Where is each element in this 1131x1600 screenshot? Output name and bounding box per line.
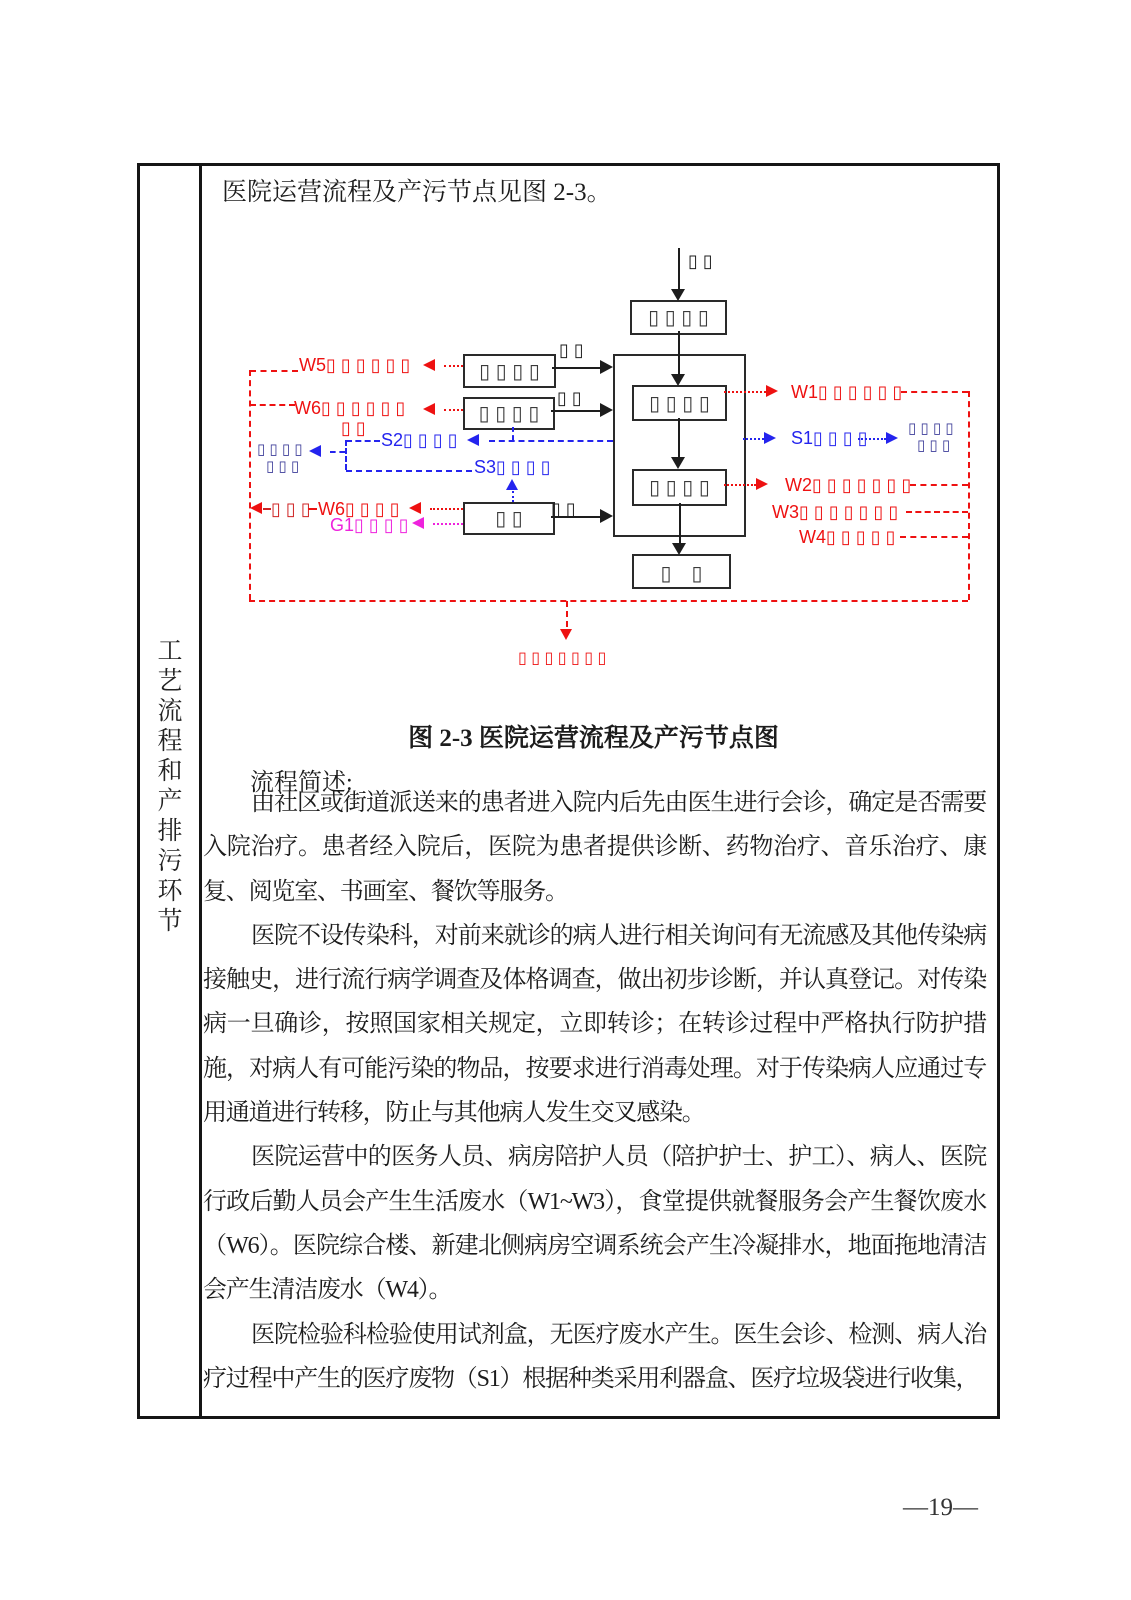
dept2-node-box: ▯ ▯ ▯ ▯: [632, 469, 727, 506]
w2-label: W2▯ ▯ ▯ ▯ ▯ ▯ ▯: [785, 475, 912, 495]
w5-label: W5▯ ▯ ▯ ▯ ▯ ▯: [299, 355, 411, 375]
entry-node-box: ▯ ▯ ▯ ▯: [630, 300, 727, 335]
s3-label: S3▯ ▯ ▯ ▯: [474, 457, 551, 477]
support2-flow-label: ▯ ▯: [557, 388, 582, 408]
body-text: [203, 781, 986, 1401]
support1-node-box: ▯ ▯ ▯ ▯: [463, 354, 556, 388]
table-column-divider: [199, 163, 202, 1416]
canteen-flow-label: ▯ ▯: [551, 499, 576, 519]
w4-label: W4▯ ▯ ▯ ▯ ▯: [799, 527, 896, 547]
waste-store-left-line1: ▯ ▯ ▯ ▯: [257, 441, 303, 458]
paragraph-3: 医院运营中的医务人员、病房陪护人员（陪护护士、护工）、病人、医院行政后勤人员会产生生活废水（W1~W3），食堂提供就餐服务会产生餐饮废水（W6）。医院综合楼、新建北侧病房空调系统会产生冷凝排水，地面拖地清洁会产生清洁废水（W4）。: [203, 1144, 986, 1304]
w6-label: W6▯ ▯ ▯ ▯ ▯ ▯: [294, 398, 406, 418]
s1-label: S1▯ ▯ ▯ ▯: [791, 428, 868, 448]
waste-store-left-line2: ▯ ▯ ▯: [266, 458, 300, 475]
section-label: 流程简述:: [250, 770, 353, 796]
support2-node-box: ▯ ▯ ▯ ▯: [463, 397, 555, 430]
w6b-label: W6▯ ▯ ▯ ▯: [318, 499, 400, 519]
paragraph-2: 医院不设传染科，对前来就诊的病人进行相关询问有无流感及其他传染病接触史，进行流行病学调查及体格调查，做出初步诊断，并认真登记。对传染病一旦确诊，按照国家相关规定，立即转诊；在转诊过程中严格执行防护措施，对病人有可能污染的物品，按要求进行消毒处理。对于传染病人应通过专用通道进行转移，防止与其他病人发生交叉感染。: [203, 922, 986, 1127]
row-header-vertical-label: 工艺流程和产排污环节: [154, 637, 181, 937]
paragraph-4: 医院检验科检验使用试剂盒，无医疗废水产生。医生会诊、检测、病人治疗过程中产生的医疗废物（S1）根据种类采用利器盒、医疗垃圾袋进行收集，: [203, 1321, 986, 1392]
w6-label-line2: ▯ ▯: [341, 418, 366, 438]
canteen-node-box: ▯ ▯: [463, 502, 555, 535]
figure-caption: 图 2-3 医院运营流程及产污节点图: [408, 725, 779, 752]
support1-flow-label: ▯ ▯: [559, 340, 584, 360]
page-number: —19—: [903, 1494, 978, 1521]
sewage-treatment-label: ▯ ▯ ▯ ▯ ▯ ▯ ▯: [518, 650, 607, 667]
dept1-node-box: ▯ ▯ ▯ ▯: [632, 385, 727, 421]
exit-node-box: ▯ ▯: [632, 554, 731, 589]
intro-text: 医院运营流程及产污节点见图 2-3。: [222, 179, 612, 206]
g1-label: G1▯ ▯ ▯ ▯: [330, 515, 409, 535]
waste-store-right-line1: ▯ ▯ ▯ ▯: [908, 420, 954, 437]
grease-trap-label: ▯ ▯ ▯: [271, 499, 311, 519]
paragraph-1: 由社区或街道派送来的患者进入院内后先由医生进行会诊，确定是否需要入院治疗。患者经入院后，医院为患者提供诊断、药物治疗、音乐治疗、康复、阅览室、书画室、餐饮等服务。: [203, 790, 986, 905]
w1-label: W1▯ ▯ ▯ ▯ ▯ ▯: [791, 382, 903, 402]
patient-flow-label: ▯ ▯: [688, 251, 713, 271]
w3-label: W3▯ ▯ ▯ ▯ ▯ ▯ ▯: [772, 502, 899, 522]
waste-store-right-line2: ▯ ▯ ▯: [917, 437, 951, 454]
s2-label: S2▯ ▯ ▯ ▯: [381, 430, 458, 450]
